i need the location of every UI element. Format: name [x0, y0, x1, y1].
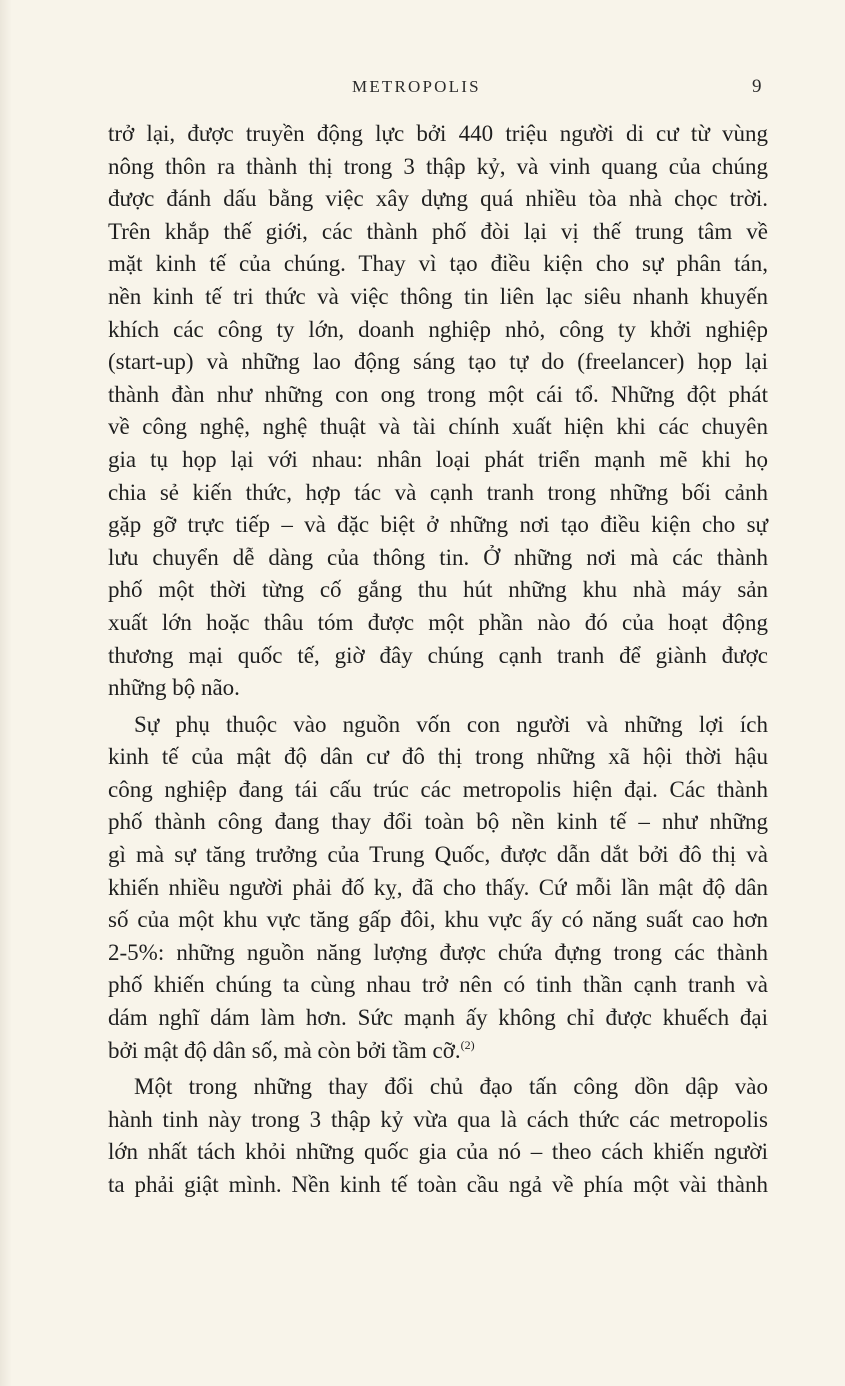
text-line: gặp gỡ trực tiếp – và đặc biệt ở những nơi tạo điều kiện cho sự	[108, 512, 768, 538]
text-line: nền kinh tế tri thức và việc thông tin liên lạc siêu nhanh khuyến	[108, 283, 768, 309]
text-line: Trên khắp thế giới, các thành phố đòi lại vị thế trung tâm về	[108, 218, 768, 244]
text-line: phố thành công đang thay đổi toàn bộ nền kinh tế – như những	[108, 809, 768, 835]
text-line: khiến nhiều người phải đố kỵ, đã cho thấy. Cứ mỗi lần mật độ dân	[108, 874, 768, 900]
text-line: gì mà sự tăng trưởng của Trung Quốc, được dẫn dắt bởi đô thị và	[108, 842, 768, 868]
page-gutter-shadow	[0, 0, 12, 1386]
text-line: Sự phụ thuộc vào nguồn vốn con người và những lợi ích	[134, 711, 768, 737]
text-line: dám nghĩ dám làm hơn. Sức mạnh ấy không chỉ được khuếch đại	[108, 1005, 768, 1031]
text-line: phố khiến chúng ta cùng nhau trở nên có tinh thần cạnh tranh và	[108, 972, 768, 998]
text-line: thương mại quốc tế, giờ đây chúng cạnh tranh để giành được	[108, 642, 768, 668]
text-line: lưu chuyển dễ dàng của thông tin. Ở những nơi mà các thành	[108, 544, 768, 570]
text-line: Một trong những thay đổi chủ đạo tấn công dồn dập vào	[134, 1074, 768, 1100]
body-text	[108, 118, 768, 1206]
text-line: nông thôn ra thành thị trong 3 thập kỷ, và vinh quang của chúng	[108, 153, 768, 179]
paragraph-1	[108, 118, 768, 705]
text-line: số của một khu vực tăng gấp đôi, khu vực ấy có năng suất cao hơn	[108, 907, 768, 933]
text-line: khích các công ty lớn, doanh nghiệp nhỏ, công ty khởi nghiệp	[108, 316, 768, 342]
text-line-content: bởi mật độ dân số, mà còn bởi tầm cỡ.	[108, 1037, 461, 1063]
text-line: gia tụ họp lại với nhau: nhân loại phát triển mạnh mẽ khi họ	[108, 446, 768, 472]
text-line: trở lại, được truyền động lực bởi 440 triệu người di cư từ vùng	[108, 121, 768, 146]
paragraph-2	[108, 709, 768, 1068]
text-line: về công nghệ, nghệ thuật và tài chính xuất hiện khi các chuyên	[108, 414, 768, 440]
text-line: (start-up) và những lao động sáng tạo tự do (freelancer) họp lại	[108, 349, 768, 375]
text-line: hành tinh này trong 3 thập kỷ vừa qua là cách thức các metropolis	[108, 1106, 768, 1132]
text-line: ta phải giật mình. Nền kinh tế toàn cầu ngả về phía một vài thành	[108, 1172, 768, 1197]
text-line: công nghiệp đang tái cấu trúc các metropolis hiện đại. Các thành	[108, 776, 768, 802]
text-line: kinh tế của mật độ dân cư đô thị trong những xã hội thời hậu	[108, 744, 768, 770]
text-line: mặt kinh tế của chúng. Thay vì tạo điều kiện cho sự phân tán,	[108, 251, 768, 277]
text-line: 2-5%: những nguồn năng lượng được chứa đựng trong các thành	[108, 939, 768, 965]
text-line: những bộ não.	[108, 675, 240, 701]
text-line: lớn nhất tách khỏi những quốc gia của nó – theo cách khiến người	[108, 1139, 768, 1165]
running-header	[0, 72, 845, 102]
footnote-marker[interactable]: (2)	[460, 1037, 475, 1052]
text-line: thành đàn như những con ong trong một cái tổ. Những đột phát	[108, 381, 768, 407]
paragraph-3	[108, 1071, 768, 1201]
running-title: METROPOLIS	[352, 77, 481, 96]
text-line: được đánh dấu bằng việc xây dựng quá nhiều tòa nhà chọc trời.	[108, 186, 768, 212]
text-line: chia sẻ kiến thức, hợp tác và cạnh tranh trong những bối cảnh	[108, 479, 768, 505]
page-number: 9	[752, 76, 762, 97]
text-line: xuất lớn hoặc thâu tóm được một phần nào đó của hoạt động	[108, 609, 768, 635]
text-line: phố một thời từng cố gắng thu hút những khu nhà máy sản	[108, 577, 768, 603]
text-line-with-footnote	[108, 1035, 768, 1068]
